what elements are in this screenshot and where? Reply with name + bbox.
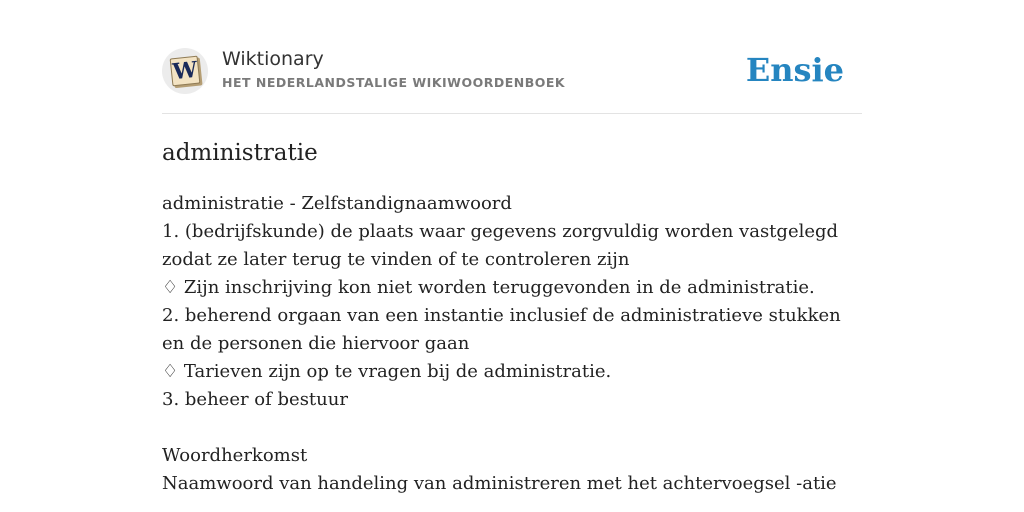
blank-line [162, 414, 862, 442]
header-divider [162, 113, 862, 114]
definition-3: 3. beheer of bestuur [162, 389, 348, 410]
etymology-text: Naamwoord van handeling van administreren met het achtervoegsel -atie [162, 473, 837, 494]
ensie-brand-link[interactable]: Ensie [745, 51, 844, 89]
wiktionary-logo-icon: W [171, 56, 199, 86]
site-subtitle: HET NEDERLANDSTALIGE WIKIWOORDENBOEK [222, 75, 566, 90]
etymology-heading: Woordherkomst [162, 445, 308, 466]
site-title[interactable]: Wiktionary [222, 48, 324, 70]
definition-2: 2. beherend orgaan van een instantie inclusief de administratieve stukken en de personen die hiervoor gaan [162, 305, 841, 354]
entry-content [162, 190, 862, 498]
word-class-line: administratie - Zelfstandignaamwoord [162, 193, 512, 214]
definition-1-example: ♢ Zijn inschrijving kon niet worden teruggevonden in de administratie. [162, 277, 815, 298]
definition-2-example: ♢ Tarieven zijn op te vragen bij de administratie. [162, 361, 612, 382]
definition-1: 1. (bedrijfskunde) de plaats waar gegevens zorgvuldig worden vastgelegd zodat ze later terug te vinden of te controleren zijn [162, 221, 839, 270]
page-title: administratie [162, 140, 318, 166]
site-header [162, 46, 862, 98]
wiktionary-logo[interactable] [162, 48, 208, 94]
